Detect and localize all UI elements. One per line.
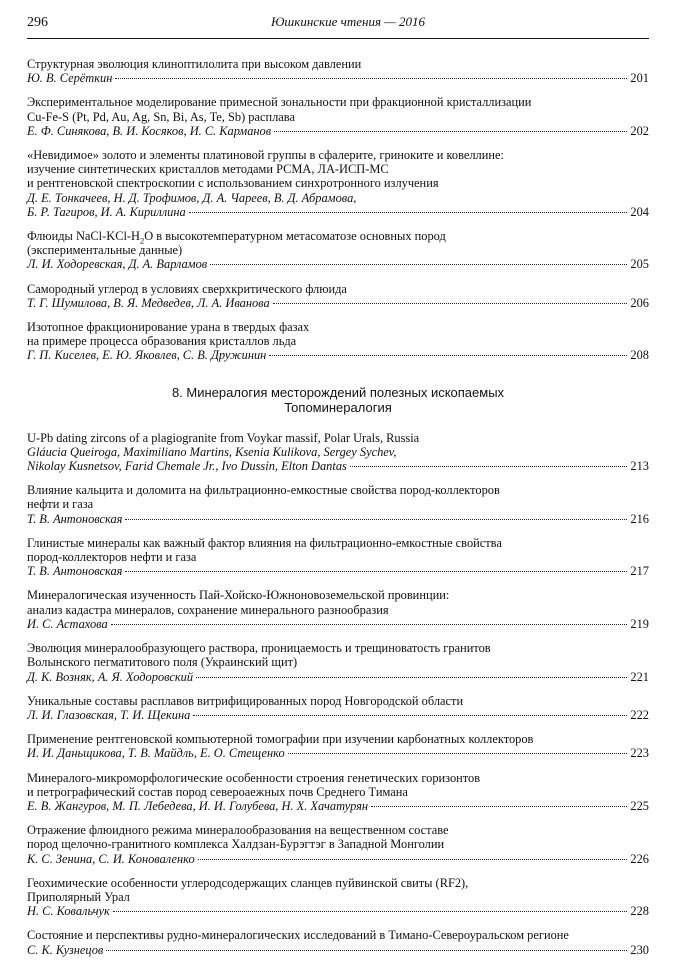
dot-leader (113, 911, 628, 912)
entry-title-part: Флюиды NaCl-KCl-H (27, 229, 140, 244)
entry-title: Уникальные составы расплавов витрифицированных пород Новгородской области (27, 693, 464, 708)
dot-leader (273, 303, 628, 304)
entry-page-number: 204 (630, 204, 649, 219)
section-subtitle: Топоминералогия (284, 399, 392, 415)
entry-title (27, 229, 649, 246)
toc-entry (27, 823, 649, 866)
toc-entry (27, 282, 649, 310)
entry-title: Приполярный Урал (27, 889, 130, 904)
entry-author-line (27, 296, 649, 310)
entry-authors: Д. Е. Тонкачеев, Н. Д. Трофимов, Д. А. Чареев, В. Д. Абрамова, (27, 190, 357, 205)
entry-page-number: 223 (630, 746, 649, 761)
entry-title: и петрографический состав пород североаежных почв Среднего Тимана (27, 784, 408, 799)
entry-page-number: 213 (630, 459, 649, 474)
entry-title: Структурная эволюция клиноптилолита при высоком давлении (27, 57, 362, 71)
dot-leader (288, 753, 628, 754)
entry-title: Минералогическая изученность Пай-Хойско-Южноновоземельской провинции: (27, 588, 450, 603)
entry-title: Состояние и перспективы рудно-минералогических исследований в Тимано-Североуральском регионе (27, 928, 569, 943)
toc-group (27, 57, 649, 219)
entry-authors: Т. В. Антоновская (27, 564, 123, 579)
entry-title: Глинистые минералы как важный фактор влияния на фильтрационно-емкостные свойства (27, 535, 502, 550)
entry-authors: С. К. Кузнецов (27, 942, 104, 957)
entry-title: пород-коллекторов нефти и газа (27, 550, 197, 565)
toc-entry (27, 771, 649, 814)
dot-leader (350, 466, 628, 467)
entry-title: анализ кадастра минералов, сохранение минерального разнообразия (27, 602, 389, 617)
entry-authors: Gláucia Queiroga, Maximiliano Martins, Ksenia Kulikova, Sergey Sychev, (27, 444, 397, 459)
entry-page-number: 206 (630, 295, 649, 310)
entry-title-part: O в высокотемпературном метасоматозе основных пород (144, 229, 446, 244)
entry-author-line (27, 459, 649, 473)
toc-entry (27, 229, 649, 272)
page-header (27, 14, 649, 39)
entry-authors: Е. В. Жангуров, М. П. Лебедева, И. И. Голубева, Н. Х. Хачатурян (27, 798, 369, 813)
dot-leader (189, 212, 628, 213)
entry-page-number: 225 (630, 798, 649, 813)
entry-title: пород щелочно-гранитного комплекса Халдзан-Бурэгтэг в Западной Монголии (27, 837, 445, 852)
entry-author-line (27, 617, 649, 631)
entry-page-number: 208 (630, 348, 649, 363)
entry-title: Волынского пегматитового поля (Украинский щит) (27, 655, 298, 670)
dot-leader (115, 78, 627, 79)
entry-title: Отражение флюидного режима минералообразования на вещественном составе (27, 823, 449, 838)
toc-entry (27, 732, 649, 760)
entry-title: U-Pb dating zircons of a plagiogranite from Voykar massif, Polar Urals, Russia (27, 430, 420, 445)
entry-author-line (27, 564, 649, 578)
toc-group (27, 431, 649, 957)
table-of-contents (27, 57, 649, 957)
entry-authors: Т. Г. Шумилова, В. Я. Медведев, Л. А. Иванова (27, 295, 270, 310)
entry-title: Эволюция минералообразующего раствора, проницаемость и трещиноватость гранитов (27, 641, 491, 656)
section-heading (27, 385, 649, 415)
toc-entry (27, 148, 649, 219)
dot-leader (371, 806, 627, 807)
entry-author-line (27, 191, 649, 205)
entry-title: нефти и газа (27, 497, 94, 512)
dot-leader (125, 571, 627, 572)
entry-title: Самородный углерод в условиях сверхкритического флюида (27, 281, 347, 296)
entry-page-number: 219 (630, 616, 649, 631)
entry-author-line (27, 348, 649, 362)
entry-authors: Е. Ф. Синякова, В. И. Косяков, И. С. Карманов (27, 123, 272, 138)
toc-entry (27, 57, 649, 85)
entry-page-number: 222 (630, 707, 649, 722)
entry-author-line (27, 71, 649, 85)
entry-page-number: 226 (630, 851, 649, 866)
dot-leader (269, 355, 627, 356)
toc-entry (27, 588, 649, 631)
entry-authors: И. С. Астахова (27, 616, 108, 631)
entry-author-line (27, 746, 649, 760)
entry-page-number: 202 (630, 123, 649, 138)
entry-author-line (27, 904, 649, 918)
entry-author-line (27, 943, 649, 957)
entry-title: Влияние кальцита и доломита на фильтрационно-емкостные свойства пород-коллекторов (27, 483, 500, 498)
dot-leader (196, 677, 627, 678)
entry-author-line (27, 512, 649, 526)
entry-author-line (27, 124, 649, 138)
entry-authors: Ю. В. Серёткин (27, 71, 113, 86)
toc-entry (27, 431, 649, 474)
entry-title: «Невидимое» золото и элементы платиновой группы в сфалерите, гриноките и ковеллине: (27, 148, 504, 163)
entry-authors: Н. С. Ковальчук (27, 904, 110, 919)
toc-entry (27, 694, 649, 722)
entry-title: и рентгеновской спектроскопии с использованием синхротронного излучения (27, 176, 439, 191)
dot-leader (125, 519, 627, 520)
entry-title: Экспериментальное моделирование примесной зональности при фракционной кристаллизации (27, 95, 532, 110)
dot-leader (193, 715, 627, 716)
entry-title: на примере процесса образования кристаллов льда (27, 334, 297, 349)
dot-leader (111, 624, 628, 625)
running-title: Юшкинские чтения — 2016 (271, 14, 426, 29)
dot-leader (198, 859, 628, 860)
entry-page-number: 217 (630, 564, 649, 579)
dot-leader (210, 264, 627, 265)
dot-leader (106, 950, 627, 951)
entry-author-line (27, 708, 649, 722)
section-title: 8. Минералогия месторождений полезных ископаемых (171, 384, 505, 400)
entry-authors: Б. Р. Тагиров, И. А. Кириллина (27, 204, 186, 219)
entry-authors: Т. В. Антоновская (27, 511, 123, 526)
entry-title: Применение рентгеновской компьютерной томографии при изучении карбонатных коллекторов (27, 732, 534, 747)
entry-authors: Л. И. Глазовская, Т. И. Щекина (27, 707, 191, 722)
entry-page-number: 230 (630, 942, 649, 957)
entry-author-line (27, 670, 649, 684)
entry-authors: Л. И. Ходоревская, Д. А. Варламов (27, 257, 208, 272)
entry-title: (экспериментальные данные) (27, 243, 183, 258)
entry-page-number: 221 (630, 669, 649, 684)
entry-authors: Д. К. Возняк, А. Я. Ходоровский (27, 669, 194, 684)
entry-authors: Nikolay Kusnetsov, Farid Chemale Jr., Ivo Dussin, Elton Dantas (27, 459, 347, 474)
entry-author-line (27, 852, 649, 866)
entry-author-line (27, 257, 649, 271)
entry-page-number: 201 (630, 71, 649, 86)
entry-author-line (27, 205, 649, 219)
entry-authors: И. И. Даньщикова, Т. В. Майдль, Е. О. Стещенко (27, 746, 285, 761)
entry-authors: Г. П. Киселев, Е. Ю. Яковлев, С. В. Дружинин (27, 348, 267, 363)
entry-title: Геохимические особенности углеродсодержащих сланцев пуйвинской свиты (RF2), (27, 875, 469, 890)
entry-author-line (27, 799, 649, 813)
entry-page-number: 205 (630, 257, 649, 272)
dot-leader (274, 131, 627, 132)
entry-page-number: 216 (630, 511, 649, 526)
toc-entry (27, 536, 649, 579)
toc-entry (27, 928, 649, 956)
toc-entry (27, 320, 649, 363)
toc-entry (27, 483, 649, 526)
entry-author-line (27, 445, 649, 459)
entry-title: Изотопное фракционирование урана в твердых фазах (27, 320, 310, 335)
entry-title: изучение синтетических кристаллов методами РСМА, ЛА-ИСП-МС (27, 162, 389, 177)
toc-entry (27, 876, 649, 919)
entry-page-number: 228 (630, 904, 649, 919)
entry-title-subscript: 2 (139, 235, 145, 246)
entry-authors: К. С. Зенина, С. И. Коноваленко (27, 851, 195, 866)
page-number: 296 (27, 15, 48, 30)
toc-group (27, 282, 649, 363)
toc-entry (27, 95, 649, 138)
entry-title: Cu-Fe-S (Pt, Pd, Au, Ag, Sn, Bi, As, Te, Sb) расплава (27, 109, 295, 124)
entry-title: Минералого-микроморфологические особенности строения генетических горизонтов (27, 770, 481, 785)
toc-entry (27, 641, 649, 684)
